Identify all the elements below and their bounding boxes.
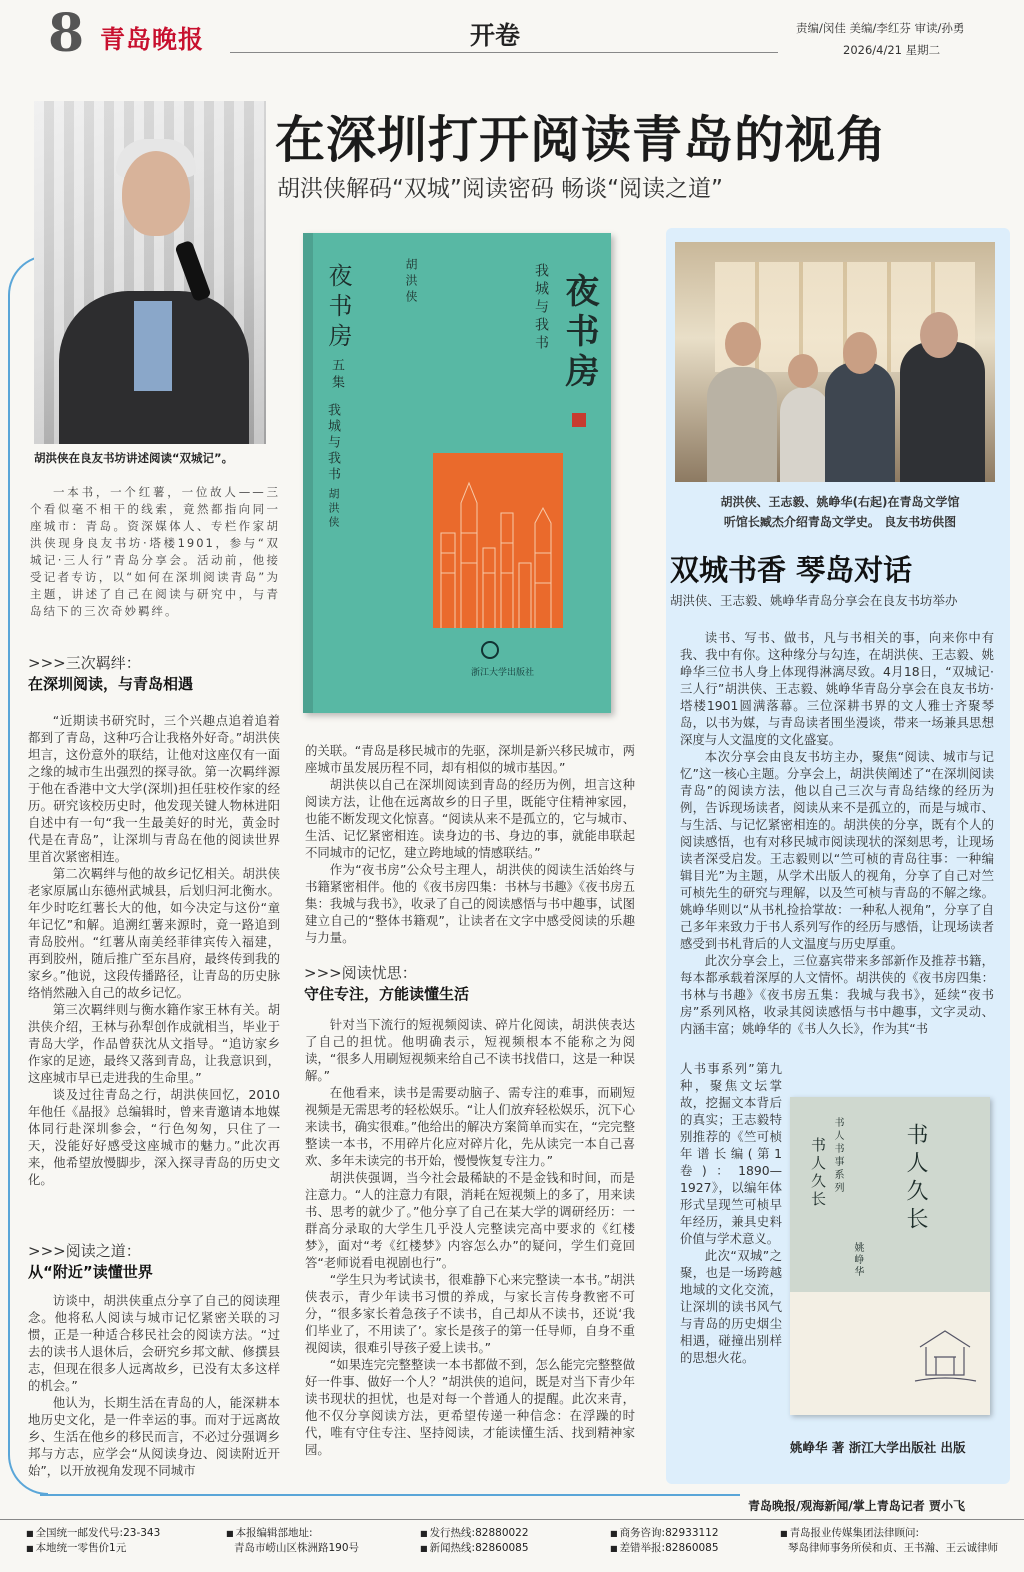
sidebar-narrow-column — [680, 1060, 782, 1366]
decorative-rule — [40, 1494, 740, 1496]
section-heading-concern — [304, 962, 469, 1004]
article-column-2 — [305, 742, 635, 946]
page-number: 8 — [48, 3, 85, 64]
footer-line: 青岛市崂山区株洲路190号 — [234, 1542, 360, 1554]
intro-paragraph: 一本书，一个红薯，一位故人——三个看似毫不相干的线索，竟然都指向同一座城市：青岛。资深媒体人、专栏作家胡洪侠现身良友书坊·塔楼1901，参与“双城记·三人行”青岛分享会。活动前，他接受记者专访，以“如何在深圳阅读青岛”为主题，讲述了自己在阅读与研究中，与青岛结下的三次奇妙羁绊。 — [30, 485, 280, 618]
seal-stamp — [572, 413, 586, 427]
paragraph: 此次分享会上，三位嘉宾带来多部新作及推荐书籍，每本都承载着深厚的人文情怀。胡洪侠的《夜书房四集：书林与书趣》《夜书房五集：我城与我书》，延续“夜书房”系列风格，收录其阅读感悟与书中趣事，文字灵动、内涵丰富；姚峥华的《书人久长》，作为其“书 — [680, 953, 994, 1036]
speaker-photo — [34, 101, 266, 444]
paragraph: 作为“夜书房”公众号主理人，胡洪侠的阅读生活始终与书籍紧密相伴。他的《夜书房四集：书林与书趣》《夜书房五集：我城与我书》，收录了自己的阅读感悟与书中趣事，试图建立自己的“整体书籍观”，让读者在文字中感受阅读的乐趣与力量。 — [305, 862, 635, 945]
issue-date: 2026/4/21 星期二 — [843, 43, 941, 57]
paragraph: 谈及过往青岛之行，胡洪侠回忆，2010年他任《晶报》总编辑时，曾来青邀请本地媒体同行赴深圳参会，“行色匆匆，只住了一天，没能好好感受这座城市的魅力。”此次再来，他希望放慢脚步，深入探寻青岛的历史文化。 — [28, 1087, 280, 1187]
footer-postal — [26, 1526, 160, 1556]
group-photo-caption — [680, 492, 1000, 532]
paragraph: 针对当下流行的短视频阅读、碎片化阅读，胡洪侠表达了自己的担忧。他明确表示，短视频根本不能称之为阅读，“很多人用刷短视频来给自己不读书找借口，这是一种误解。” — [305, 1017, 635, 1083]
footer-business — [610, 1526, 719, 1556]
book-series: 书人书事系列 — [832, 1117, 843, 1195]
book-subtitle: 我城与我书 — [325, 403, 340, 483]
book-title-small: 书人久长 — [809, 1137, 827, 1209]
header-divider — [230, 52, 778, 53]
city-skyline-illustration — [433, 453, 563, 628]
sidebar-subheadline: 胡洪侠、王志毅、姚峥华青岛分享会在良友书坊举办 — [670, 593, 958, 608]
paragraph: 第二次羁绊与他的故乡记忆相关。胡洪侠老家原属山东德州武城县，后划归河北衡水。年少时吃红薯长大的他，如今决定与这份“童年记忆”和解。追溯红薯来源时，竟一路追到青岛胶州。“红薯从南美经菲律宾传入福建，再到胶州，随后推广至东昌府，最终传到我的家乡。”他说，这段传播路径，让青岛的历史脉络悄然融入自己的故乡记忆。 — [28, 866, 280, 1000]
footer-line: ■ 新闻热线:82860085 — [420, 1541, 529, 1556]
book-subtitle-large: 我城与我书 — [533, 263, 549, 353]
paragraph: 第三次羁绊则与衡水籍作家王林有关。胡洪侠介绍，王林与孙犁创作成就相当，毕业于青岛大学，作品曾获沈从文指导。“追访家乡作家的足迹，最终又落到青岛，让我意识到，这座城市早已走进我的生命里。” — [28, 1002, 280, 1085]
paragraph: 胡洪侠以自己在深圳阅读到青岛的经历为例，坦言这种阅读方法，让他在远离故乡的日子里，既能守住精神家园，也能不断发现文化惊喜。“阅读从来不是孤立的，它与城市、生活、记忆紧密相连。读身边的书、身边的事，就能串联起不同城市的记忆，建立跨地域的情感联结。” — [305, 777, 635, 860]
footer-hotlines — [420, 1526, 529, 1556]
paragraph: 的关联。“青岛是移民城市的先驱，深圳是新兴移民城市，两座城市虽发展历程不同，却有相似的城市基因。” — [305, 743, 635, 775]
article-column-2b — [305, 1016, 635, 1458]
paragraph: 访谈中，胡洪侠重点分享了自己的阅读理念。他将私人阅读与城市记忆紧密关联的习惯，正是一种适合移民社会的阅读方法。“过去的读书人退休后，会研究乡邦文献、修撰县志，但现在很多人远离故乡，已没有太多这样的机会。” — [28, 1293, 280, 1393]
footer-line: ■ 差错举报:82860085 — [610, 1541, 719, 1556]
caption-line: 听馆长臧杰介绍青岛文学史。 良友书坊供图 — [723, 515, 957, 529]
book-author-small: 胡洪侠 — [327, 488, 340, 530]
book2-caption: 姚峥华 著 浙江大学出版社 出版 — [790, 1440, 966, 1455]
group-photo — [675, 242, 995, 482]
article-column-1b — [28, 1292, 280, 1479]
article-headline: 在深圳打开阅读青岛的视角 — [275, 111, 887, 169]
section-title: 开卷 — [470, 21, 521, 50]
paragraph: “学生只为考试读书，很难静下心来完整读一本书。”胡洪侠表示，青少年读书习惯的养成，与家长言传身教密不可分，“很多家长着急孩子不读书，自己却从不读书，还说‘我们毕业了，不用读了’。家长是孩子的第一任导师，自身不重视阅读，很难引导孩子爱上读书。” — [305, 1272, 635, 1355]
book-volume: 五集 — [329, 358, 344, 392]
section-heading-way — [28, 1240, 153, 1282]
publisher-logo-icon — [481, 641, 499, 659]
caption-line: 胡洪侠、王志毅、姚峥华(右起)在青岛文学馆 — [720, 495, 960, 509]
book-title-large: 夜书房 — [559, 273, 599, 393]
reporter-credit: 青岛晚报/观海新闻/掌上青岛记者 贾小飞 — [748, 1499, 965, 1513]
paragraph: 本次分享会由良友书坊主办，聚焦“阅读、城市与记忆”这一核心主题。分享会上，胡洪侠阐述了“在深圳阅读青岛”的阅读方法，他以自己三次与青岛结缘的经历为例，告诉现场读者，阅读从来不是孤立的，而是与城市、与生活、与记忆紧密相连的。胡洪侠的分享，既有个人的阅读感悟，也有对移民城市阅读现状的深刻思考，让现场读者深受启发。王志毅则以“竺可桢的青岛往事：一种编辑目光”为主题，从学术出版人的视角，分享了自己对竺可桢先生的研究与理解，以及竺可桢与青岛的不解之缘。姚峥华则以“从书札捡拾掌故：一种私人视角”，分享了自己多年来致力于书人系列写作的经历与感悟，让现场读者感受到书札背后的人文温度与历史厚重。 — [680, 749, 994, 951]
book-cover-night-study — [303, 233, 611, 713]
footer-line: ■ 发行热线:82880022 — [420, 1526, 529, 1541]
article-subheadline: 胡洪侠解码“双城”阅读密码 畅谈“阅读之道” — [277, 176, 723, 202]
sidebar-headline: 双城书香 琴岛对话 — [670, 553, 913, 587]
book-author: 姚峥华 — [852, 1242, 863, 1278]
footer-line: ■ 青岛报业传媒集团法律顾问: — [780, 1526, 998, 1541]
section-kicker: >>>阅读之道： — [28, 1242, 141, 1260]
footer-address — [226, 1526, 359, 1556]
paragraph: 在他看来，读书是需要动脑子、需专注的难事，而刷短视频是无需思考的轻松娱乐。“让人们放弃轻松娱乐，沉下心来读书，确实很难。”他给出的解决方案简单而实在，“完完整整读一本书，不用碎片化应对碎片化，先从读完一本自己喜欢、多年未读完的书开始，慢慢恢复专注力。” — [305, 1085, 635, 1168]
paragraph: 读书、写书、做书，凡与书相关的事，向来你中有我、我中有你。这种缘分与勾连，在胡洪侠、王志毅、姚峥华三位书人身上体现得淋漓尽致。4月18日，“双城记·三人行”胡洪侠、王志毅、姚峥华青岛分享会在良友书坊·塔楼1901圆满落幕。三位深耕书界的文人雅士齐聚琴岛，以书为媒，与青岛读者围坐漫谈，带来一场兼具思想深度与人文温度的文化盛宴。 — [680, 630, 994, 747]
footer-divider — [0, 1519, 1024, 1520]
paragraph: “近期读书研究时，三个兴趣点追着追着都到了青岛，这种巧合让我格外好奇。”胡洪侠坦言，这份意外的联结，让他对这座仅有一面之缘的城市生出强烈的探寻欲。第一次羁绊源于他在香港中文大学(深圳)担任驻校作家的经历。研究该校历史时，他发现关键人物林进阳自述中有一句“我一生最美好的时光，黄金时代是在青岛”，让深圳与青岛在他的阅读世界里首次紧密相连。 — [28, 713, 280, 864]
speaker-photo-caption: 胡洪侠在良友书坊讲述阅读“双城记”。 — [34, 451, 234, 465]
section-title: 守住专注，方能读懂生活 — [304, 985, 470, 1003]
sidebar-column — [680, 629, 994, 1037]
paragraph: 胡洪侠强调，当今社会最稀缺的不是金钱和时间，而是注意力。“人的注意力有限，消耗在短视频上的多了，用来读书、思考的就少了。”他分享了自己在某大学的调研经历：一群高分录取的大学生几乎没人完整读完高中要求的《红楼梦》，面对“考《红楼梦》内容怎么办”的疑问，学生们竟回答“老师说看电视剧也行”。 — [305, 1170, 635, 1270]
paragraph: 此次“双城”之聚，也是一场跨越地域的文化交流，让深圳的读书风气与青岛的历史烟尘相遇，碰撞出别样的思想火花。 — [680, 1248, 782, 1365]
book-title: 夜书房 — [324, 263, 352, 353]
book-title: 书人久长 — [903, 1123, 928, 1235]
paragraph: “如果连完完整整读一本书都做不到，怎么能完完整整做好一件事、做好一个人？”胡洪侠的追问，既是对当下青少年读书现状的担忧，也是对每一个普通人的提醒。此次来青，他不仅分享阅读方法，更希望传递一种信念：在浮躁的时代，唯有守住专注、坚持阅读，才能读懂生活、找到精神家园。 — [305, 1357, 635, 1457]
section-kicker: >>>阅读忧思： — [304, 964, 417, 982]
editor-credits: 责编/闵佳 美编/李红芬 审读/孙勇 — [796, 21, 965, 35]
footer-line: ■ 本报编辑部地址: — [226, 1526, 359, 1541]
book-cover-book-people — [790, 1097, 990, 1415]
footer-legal — [780, 1526, 998, 1556]
footer-line: ■ 商务咨询:82933112 — [610, 1526, 719, 1541]
article-column-1 — [28, 712, 280, 1188]
section-title: 在深圳阅读，与青岛相遇 — [28, 675, 194, 693]
section-kicker: >>>三次羁绊： — [28, 654, 141, 672]
book-author: 胡洪侠 — [404, 258, 418, 306]
section-heading-bonds — [28, 652, 193, 694]
section-title: 从“附近”读懂世界 — [28, 1263, 153, 1281]
article-intro — [30, 484, 280, 620]
footer-line: 琴岛律师事务所侯和贞、王书瀚、王云诚律师 — [788, 1542, 998, 1554]
book-publisher: 浙江大学出版社 — [471, 668, 535, 678]
footer-line: ■ 全国统一邮发代号:23-343 — [26, 1526, 160, 1541]
paragraph: 他认为，长期生活在青岛的人，能深耕本地历史文化，是一件幸运的事。而对于远离故乡、生活在他乡的移民而言，不必过分强调乡邦与方志，应学会“从阅读身边、阅读附近开始”，以开放视角发现不同城市 — [28, 1395, 280, 1478]
masthead-logo: 青岛晚报 — [100, 25, 205, 54]
pavilion-illustration — [910, 1317, 980, 1387]
footer-line: ■ 本地统一零售价1元 — [26, 1541, 160, 1556]
paragraph: 人书事系列”第九种，聚焦文坛掌故，挖掘文本背后的真实；王志毅特别推荐的《竺可桢年谱长编(第1卷)：1890—1927》，以编年体形式呈现竺可桢早年经历，兼具史料价值与学术意义。 — [680, 1061, 782, 1246]
